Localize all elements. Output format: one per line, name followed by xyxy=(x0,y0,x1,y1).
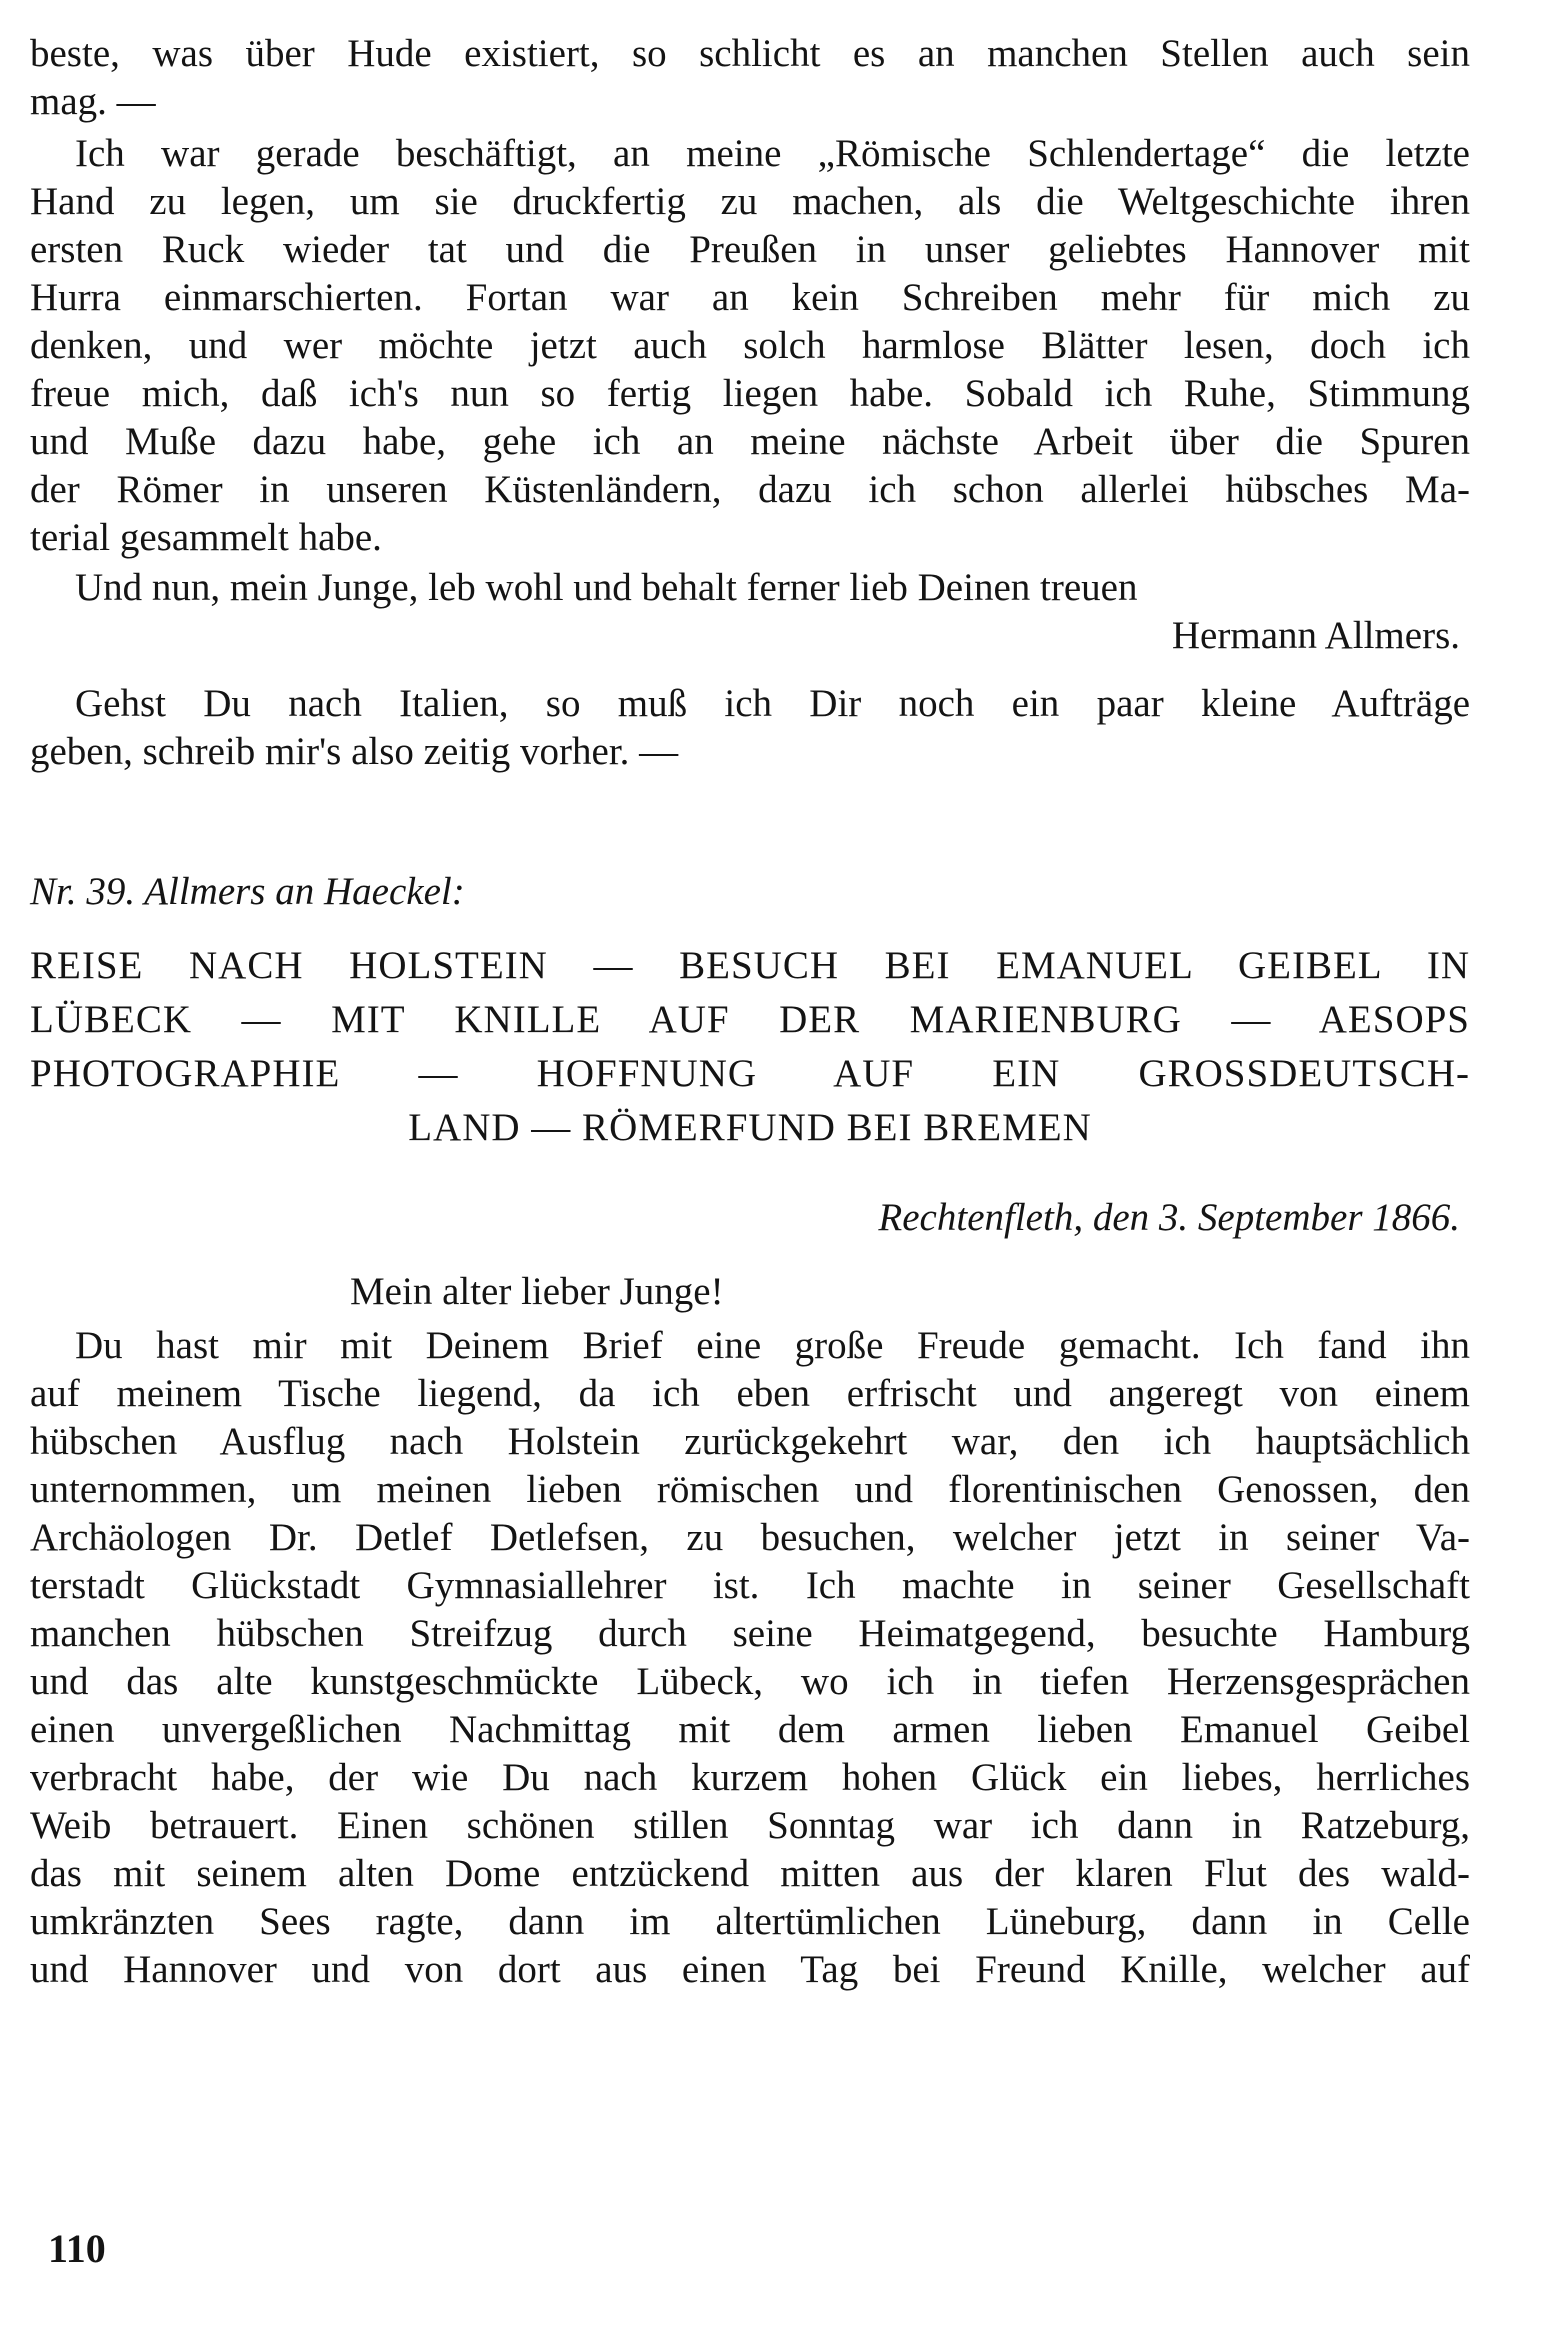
text-line: das mit seinem alten Dome entzückend mitten aus der klaren Flut des wald- xyxy=(30,1852,1470,1895)
text-line: mag. — xyxy=(30,80,156,123)
text-line: beste, was über Hude existiert, so schlicht es an manchen Stellen auch sein xyxy=(30,32,1470,75)
text-line: Weib betrauert. Einen schönen stillen Sonntag war ich dann in Ratzeburg, xyxy=(30,1804,1470,1847)
text-line: einen unvergeßlichen Nachmittag mit dem armen lieben Emanuel Geibel xyxy=(30,1708,1470,1751)
text-line: auf meinem Tische liegend, da ich eben erfrischt und angeregt von einem xyxy=(30,1372,1470,1415)
page-number: 110 xyxy=(48,2226,106,2271)
text-line: ersten Ruck wieder tat und die Preußen in unser geliebtes Hannover mit xyxy=(30,228,1470,271)
letter-heading-line: REISE NACH HOLSTEIN — BESUCH BEI EMANUEL GEIBEL IN xyxy=(30,944,1470,987)
letter-heading-line: LAND — RÖMERFUND BEI BREMEN xyxy=(408,1106,1092,1149)
text-line: freue mich, daß ich's nun so fertig liegen habe. Sobald ich Ruhe, Stimmung xyxy=(30,372,1470,415)
text-line: terstadt Glückstadt Gymnasiallehrer ist. Ich machte in seiner Gesellschaft xyxy=(30,1564,1470,1607)
place-date: Rechtenfleth, den 3. September 1866. xyxy=(878,1196,1460,1239)
text-line: verbracht habe, der wie Du nach kurzem hohen Glück ein liebes, herrliches xyxy=(30,1756,1470,1799)
text-line: Hurra einmarschierten. Fortan war an kein Schreiben mehr für mich zu xyxy=(30,276,1470,319)
text-line: und Hannover und von dort aus einen Tag bei Freund Knille, welcher auf xyxy=(30,1948,1470,1991)
document-page xyxy=(30,30,1470,2310)
text-line: Archäologen Dr. Detlef Detlefsen, zu besuchen, welcher jetzt in seiner Va- xyxy=(30,1516,1470,1559)
postscript-line: geben, schreib mir's also zeitig vorher. — xyxy=(30,730,679,773)
letter-heading-line: LÜBECK — MIT KNILLE AUF DER MARIENBURG — AESOPS xyxy=(30,998,1470,1041)
text-line: unternommen, um meinen lieben römischen und florentinischen Genossen, den xyxy=(30,1468,1470,1511)
text-line: der Römer in unseren Küstenländern, dazu ich schon allerlei hübsches Ma- xyxy=(30,468,1470,511)
text-line: manchen hübschen Streifzug durch seine Heimatgegend, besuchte Hamburg xyxy=(30,1612,1470,1655)
postscript-line: Gehst Du nach Italien, so muß ich Dir noch ein paar kleine Aufträge xyxy=(75,682,1470,725)
text-line: Hand zu legen, um sie druckfertig zu machen, als die Weltgeschichte ihren xyxy=(30,180,1470,223)
text-line: hübschen Ausflug nach Holstein zurückgekehrt war, den ich hauptsächlich xyxy=(30,1420,1470,1463)
text-line: Du hast mir mit Deinem Brief eine große Freude gemacht. Ich fand ihn xyxy=(75,1324,1470,1367)
letter-heading-line: PHOTOGRAPHIE — HOFFNUNG AUF EIN GROSSDEUTSCH- xyxy=(30,1052,1470,1095)
closing-line: Und nun, mein Junge, leb wohl und behalt ferner lieb Deinen treuen xyxy=(75,566,1138,609)
text-line: und Muße dazu habe, gehe ich an meine nächste Arbeit über die Spuren xyxy=(30,420,1470,463)
text-line: und das alte kunstgeschmückte Lübeck, wo ich in tiefen Herzensgesprächen xyxy=(30,1660,1470,1703)
signature: Hermann Allmers. xyxy=(1171,614,1460,657)
text-line: Ich war gerade beschäftigt, an meine „Römische Schlendertage“ die letzte xyxy=(75,132,1470,175)
salutation: Mein alter lieber Junge! xyxy=(350,1270,724,1313)
letter-number: Nr. 39. Allmers an Haeckel: xyxy=(30,870,465,913)
text-line: umkränzten Sees ragte, dann im altertümlichen Lüneburg, dann in Celle xyxy=(30,1900,1470,1943)
text-line: denken, und wer möchte jetzt auch solch harmlose Blätter lesen, doch ich xyxy=(30,324,1470,367)
text-line: terial gesammelt habe. xyxy=(30,516,382,559)
